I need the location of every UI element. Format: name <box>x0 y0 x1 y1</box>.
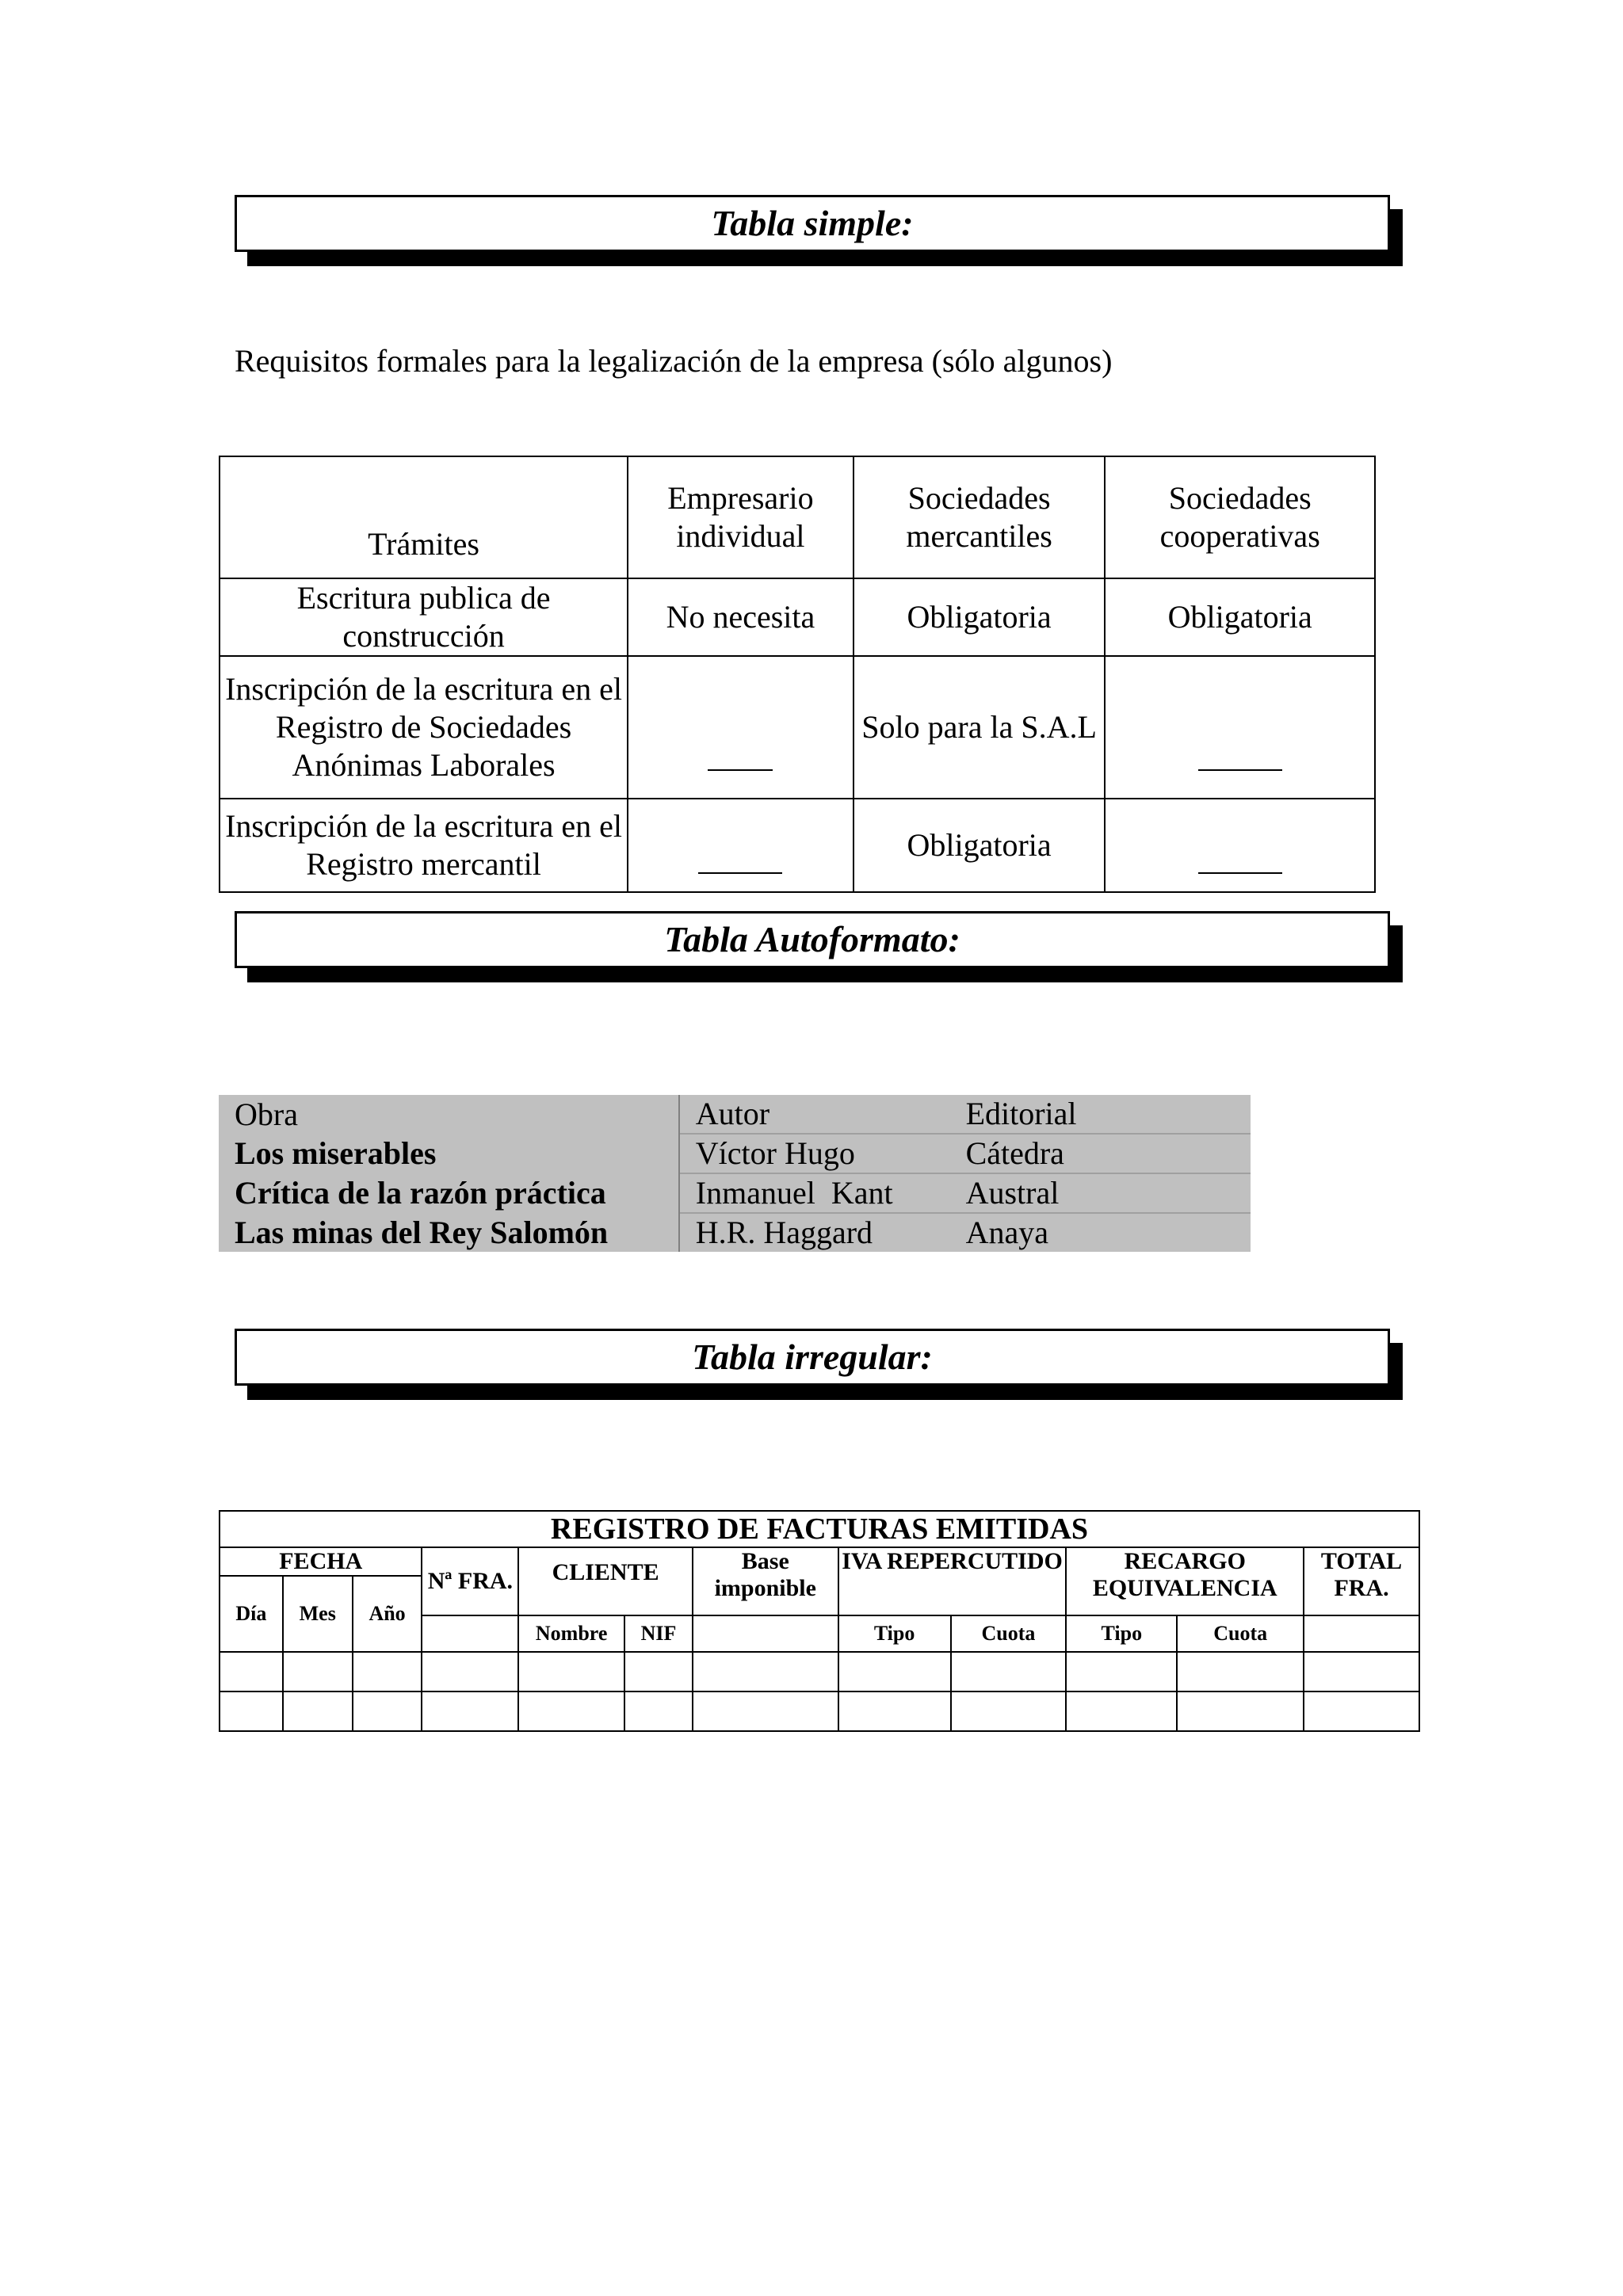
empty-dash-cell <box>1105 656 1375 799</box>
header-fecha: FECHA <box>220 1547 422 1576</box>
table-cell: Los miserables <box>219 1134 679 1173</box>
table-cell: Obligatoria <box>854 799 1106 892</box>
table-cell: Inscripción de la escritura en el Registro mercantil <box>220 799 628 892</box>
table-cell[interactable] <box>518 1691 624 1731</box>
table-cell[interactable] <box>283 1691 353 1731</box>
table-title: REGISTRO DE FACTURAS EMITIDAS <box>220 1511 1419 1547</box>
blank-cell <box>1304 1615 1419 1652</box>
table-cell: Solo para la S.A.L <box>854 656 1106 799</box>
simple-table <box>219 456 1376 893</box>
header-cell: Trámites <box>220 456 628 578</box>
empty-dash-cell <box>628 799 854 892</box>
header-cell: Sociedades cooperativas <box>1105 456 1375 578</box>
table-cell[interactable] <box>838 1691 951 1731</box>
empty-dash-cell <box>1105 799 1375 892</box>
table-cell[interactable] <box>220 1691 283 1731</box>
table-cell: Obligatoria <box>854 578 1106 656</box>
banner-tabla-irregular <box>235 1329 1403 1400</box>
table-cell: Escritura publica de construcción <box>220 578 628 656</box>
table-cell[interactable] <box>1177 1691 1304 1731</box>
dash-line <box>1198 872 1282 874</box>
header-recargo-cuota: Cuota <box>1177 1615 1304 1652</box>
table-cell[interactable] <box>422 1691 518 1731</box>
header-total: TOTAL FRA. <box>1304 1547 1419 1615</box>
table-cell: Las minas del Rey Salomón <box>219 1213 679 1252</box>
header-recargo: RECARGO EQUIVALENCIA <box>1066 1547 1304 1615</box>
blank-cell <box>693 1615 838 1652</box>
table-cell: Crítica de la razón práctica <box>219 1173 679 1213</box>
table-cell: Obligatoria <box>1105 578 1375 656</box>
dash-line <box>708 769 773 771</box>
table-cell: No necesita <box>628 578 854 656</box>
table-cell[interactable] <box>624 1691 693 1731</box>
table-cell: Cátedra <box>950 1134 1251 1173</box>
header-cell: Autor <box>695 1096 770 1131</box>
table-cell[interactable] <box>1304 1691 1419 1731</box>
table-cell[interactable] <box>220 1652 283 1691</box>
table-row <box>219 1213 1251 1252</box>
header-anio: Año <box>353 1576 422 1652</box>
table-cell[interactable] <box>353 1691 422 1731</box>
table-row <box>219 1173 1251 1213</box>
header-dia: Día <box>220 1576 283 1652</box>
header-iva: IVA REPERCUTIDO <box>838 1547 1067 1615</box>
dash-line <box>698 872 782 874</box>
header-cell: Editorial <box>965 1096 1077 1131</box>
table-cell[interactable] <box>1177 1652 1304 1691</box>
banner-title: Tabla irregular: <box>235 1329 1390 1386</box>
table-row <box>220 1652 1419 1691</box>
table-cell[interactable] <box>951 1652 1067 1691</box>
table-header-row <box>220 456 1375 578</box>
table-cell[interactable] <box>422 1652 518 1691</box>
table-cell: H.R. Haggard <box>679 1213 950 1252</box>
table-cell[interactable] <box>283 1652 353 1691</box>
header-base-imponible: Base imponible <box>693 1547 838 1615</box>
table-row <box>220 1691 1419 1731</box>
header-iva-cuota: Cuota <box>951 1615 1067 1652</box>
banner-tabla-autoformato <box>235 911 1403 982</box>
header-num-fra: Nª FRA. <box>422 1547 518 1615</box>
header-cell: Empresario individual <box>628 456 854 578</box>
table-cell: Austral <box>950 1173 1251 1213</box>
table-cell[interactable] <box>1304 1652 1419 1691</box>
table-cell[interactable] <box>624 1652 693 1691</box>
empty-dash-cell <box>628 656 854 799</box>
table-cell[interactable] <box>951 1691 1067 1731</box>
table-cell[interactable] <box>1066 1691 1177 1731</box>
blank-cell <box>422 1615 518 1652</box>
table-cell: Inmanuel Kant <box>679 1173 950 1213</box>
banner-title: Tabla Autoformato: <box>235 911 1390 968</box>
table-cell: Anaya <box>950 1213 1251 1252</box>
autoformat-table <box>219 1095 1251 1252</box>
table-cell: Víctor Hugo <box>679 1134 950 1173</box>
dash-line <box>1198 769 1282 771</box>
table-row <box>219 1134 1251 1173</box>
header-mes: Mes <box>283 1576 353 1652</box>
table-cell: Inscripción de la escritura en el Registro de Sociedades Anónimas Laborales <box>220 656 628 799</box>
header-iva-tipo: Tipo <box>838 1615 951 1652</box>
table-header-row <box>219 1095 1251 1134</box>
header-cliente: CLIENTE <box>518 1547 693 1615</box>
table-cell[interactable] <box>693 1652 838 1691</box>
header-recargo-tipo: Tipo <box>1066 1615 1177 1652</box>
header-cell: Obra <box>219 1095 679 1134</box>
table-row <box>220 799 1375 892</box>
intro-text: Requisitos formales para la legalización de la empresa (sólo algunos) <box>235 343 1113 379</box>
table-cell[interactable] <box>693 1691 838 1731</box>
table-row <box>220 578 1375 656</box>
header-nombre: Nombre <box>518 1615 624 1652</box>
table-cell[interactable] <box>518 1652 624 1691</box>
invoice-register-table <box>219 1510 1420 1732</box>
banner-tabla-simple <box>235 195 1403 266</box>
table-cell[interactable] <box>1066 1652 1177 1691</box>
header-cell: Sociedades mercantiles <box>854 456 1106 578</box>
header-nif: NIF <box>624 1615 693 1652</box>
table-cell[interactable] <box>838 1652 951 1691</box>
table-row <box>220 656 1375 799</box>
banner-title: Tabla simple: <box>235 195 1390 252</box>
table-cell[interactable] <box>353 1652 422 1691</box>
